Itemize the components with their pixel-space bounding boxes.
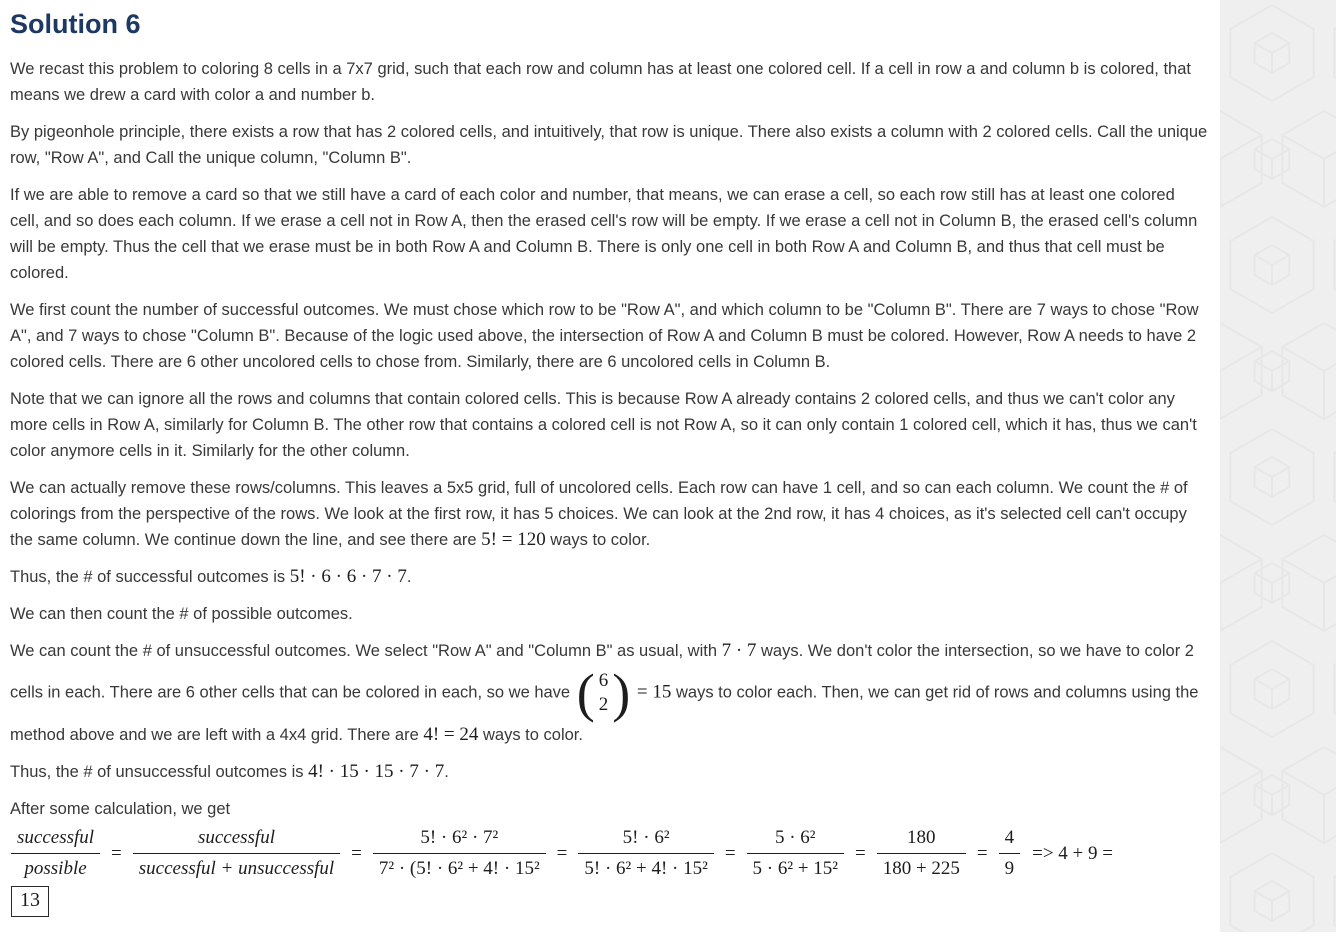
equation-tail: => 4 + 9 = — [1032, 842, 1113, 864]
equals-sign: = — [351, 842, 362, 864]
text-run: ways to color. — [478, 726, 583, 744]
text-run: . — [406, 568, 412, 586]
sidebar-background — [1220, 0, 1336, 932]
equals-sign: = — [111, 842, 122, 864]
paragraph-possible-outcomes — [10, 601, 1208, 627]
text-run: ways. We don't color the intersection, so we have to color 2 cells in each. There are 6 other cells that can be colored in each, so we have — [10, 642, 1194, 702]
numerator: 5 · 6² — [774, 827, 816, 848]
inline-math-equals-15: = 15 — [632, 681, 672, 703]
binomial-coefficient — [577, 664, 630, 722]
inline-math-unsuccessful-product: 4! · 15 · 15 · 7 · 7 — [308, 761, 445, 782]
text-run: We recast this problem to coloring 8 cells in a 7x7 grid, such that each row and column has at least one colored cell. If a cell in row a and column b is colored, that means we drew a card with color a and number b. — [10, 60, 1191, 104]
equals-sign: = — [854, 842, 866, 864]
paragraph-5x5-grid — [10, 475, 1208, 553]
numerator: 5! · 6² — [622, 827, 670, 848]
paragraph-remove-card — [10, 182, 1208, 286]
denominator: successful + unsuccessful — [133, 853, 340, 881]
equation-chain — [11, 826, 1113, 881]
text-run: ways to color each. Then, we can get rid of rows and columns using the method above and we are left with a 4x4 grid. There are — [10, 683, 1199, 744]
text-run: Thus, the # of unsuccessful outcomes is — [10, 763, 309, 781]
text-run: Note that we can ignore all the rows and columns that contain colored cells. This is because Row A already contains 2 colored cells, and thus we can't color any more cells in Row A, similarly for Column B. The other row that contains a colored cell is not Row A, so it can only contain 1 colored cell, which it has, thus we can't color anymore cells in it. Similarly for the other column. — [10, 390, 1197, 460]
binomial-top: 6 — [598, 670, 609, 691]
text-run: By pigeonhole principle, there exists a row that has 2 colored cells, and intuitively, that row is unique. There also exists a column with 2 colored cells. Call the unique row, "Row A", and Call the unique column, "Column B". — [10, 123, 1208, 167]
paragraph-successful-count — [10, 297, 1208, 375]
inline-math-successful-product: 5! · 6 · 6 · 7 · 7 — [289, 566, 407, 587]
left-paren: ( — [576, 663, 595, 723]
fraction-reduced — [747, 826, 844, 881]
binomial-values — [595, 671, 613, 715]
denominator: 9 — [999, 853, 1021, 881]
numerator: successful — [197, 827, 275, 848]
equals-sign: = — [556, 842, 568, 864]
paragraph-unsuccessful-count — [10, 638, 1208, 748]
binomial-bottom: 2 — [598, 694, 609, 715]
numerator: 180 — [907, 827, 936, 848]
boxed-answer: 13 — [11, 886, 49, 917]
numerator: 5! · 6² · 7² — [420, 827, 499, 848]
fraction-numeric — [877, 826, 966, 881]
text-run: . — [444, 763, 449, 781]
text-run: After some calculation, we get — [10, 800, 231, 818]
paragraph-unsuccessful-outcomes — [10, 759, 1208, 785]
page-title: Solution 6 — [10, 9, 141, 39]
denominator: 180 + 225 — [877, 853, 966, 881]
denominator: 5 · 6² + 15² — [747, 853, 844, 881]
denominator: 5! · 6² + 4! · 15² — [578, 853, 713, 881]
fraction-successful-possible — [11, 826, 100, 881]
inline-math-4-factorial: 4! = 24 — [423, 724, 479, 745]
text-run: We can actually remove these rows/columns. This leaves a 5x5 grid, full of uncolored cells. Each row can have 1 cell, and so can each column. We count the # of colorings from the perspective of the rows. We look at the first row, it has 5 choices. We can look at the 2nd row, it has 4 choices, as it's selected cell can't occupy the same column. We continue down the line, and see there are — [10, 479, 1188, 549]
text-run: We first count the number of successful outcomes. We must chose which row to be "Row A", and which column to be "Column B". There are 7 ways to chose "Row A", and 7 ways to chose "Column B". Because of the logic used above, the intersection of Row A and Column B must be colored. However, Row A needs to have 2 colored cells. There are 6 other uncolored cells to chose from. Similarly, there are 6 uncolored cells in Column B. — [10, 301, 1199, 371]
paragraph-ignore-rows — [10, 386, 1208, 464]
text-run: We can count the # of unsuccessful outcomes. We select "Row A" and "Column B" as usual, with — [10, 642, 722, 660]
fraction-expanded — [373, 826, 546, 881]
paragraph-pigeonhole — [10, 119, 1208, 171]
text-run: We can then count the # of possible outcomes. — [10, 605, 353, 623]
denominator: 7² · (5! · 6² + 4! · 15² — [373, 853, 546, 881]
paragraph-recast — [10, 56, 1208, 108]
cube-pattern-graphic — [1220, 0, 1336, 932]
inline-math-7x7: 7 · 7 — [721, 640, 757, 661]
fraction-four-ninths — [999, 826, 1021, 881]
denominator: possible — [11, 853, 100, 881]
text-run: Thus, the # of successful outcomes is — [10, 568, 290, 586]
text-run: If we are able to remove a card so that we still have a card of each color and number, that means, we can erase a cell, so each row still has at least one colored cell, and so does each column. If we erase a cell not in Row A, then the erased cell's row will be empty. If we erase a cell not in Column B, the erased cell's column will be empty. Thus the cell that we erase must be in both Row A and Column B. There is only one cell in both Row A and Column B, and thus that cell must be colored. — [10, 186, 1198, 282]
equals-sign: = — [724, 842, 736, 864]
numerator: successful — [17, 827, 95, 848]
fraction-successful-total — [133, 826, 340, 881]
paragraph-successful-outcomes — [10, 564, 1208, 590]
inline-math-5-factorial: 5! = 120 — [481, 529, 546, 550]
equals-sign: = — [976, 842, 988, 864]
numerator: 4 — [1004, 827, 1015, 848]
paragraph-after-calculation — [10, 796, 1208, 822]
right-paren: ) — [612, 663, 631, 723]
text-run: ways to color. — [545, 531, 651, 549]
fraction-cancel-7sq — [578, 826, 713, 881]
